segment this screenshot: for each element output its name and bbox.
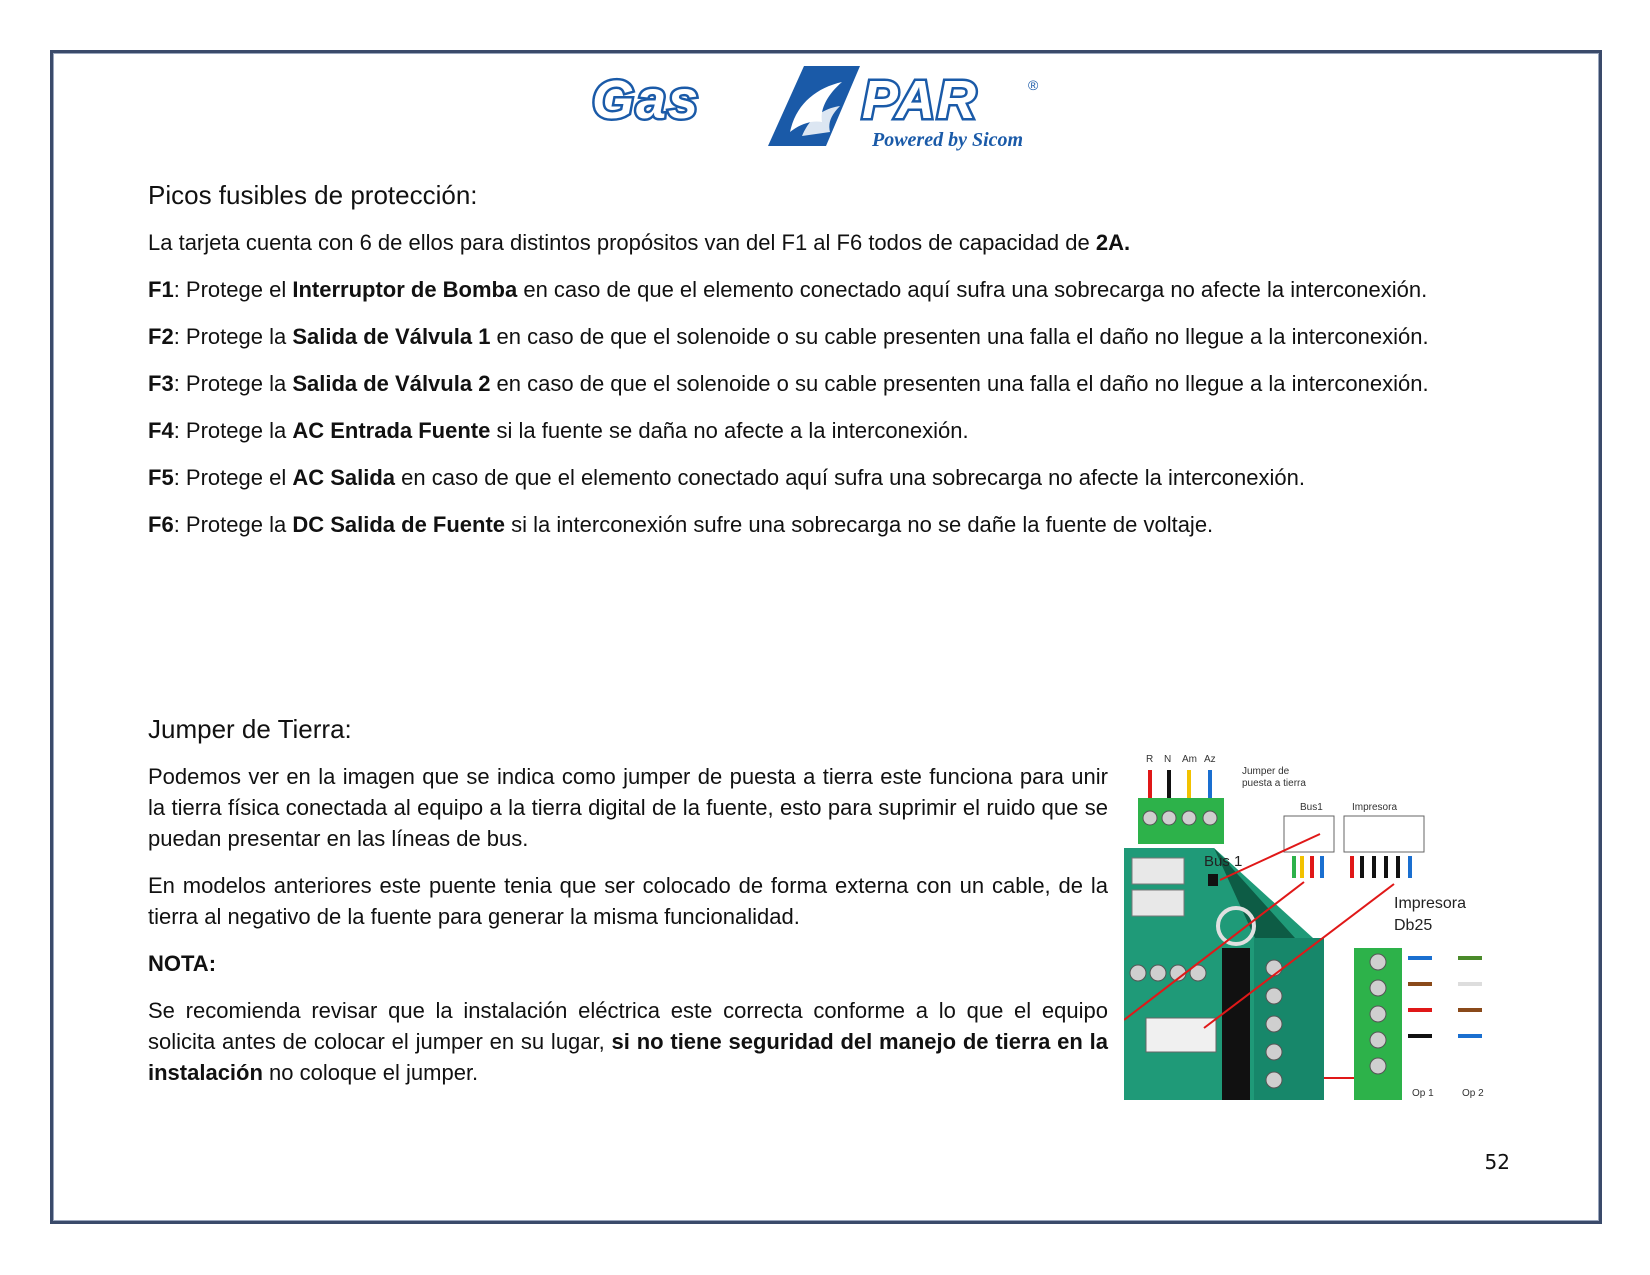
fuse-post: en caso de que el solenoide o su cable presenten una falla el daño no llegue a la interconexión. (490, 324, 1429, 349)
board-diagram (1124, 748, 1494, 1100)
op2-label: Op 2 (1462, 1088, 1484, 1099)
note-text-pre: Se recomienda revisar que la instalación eléctrica este correcta conforme a lo que el equipo solicita antes de colocar el jumper en su lugar, (148, 998, 1108, 1054)
fuse-target: Salida de Válvula 2 (292, 371, 491, 396)
fuse-id: F3 (148, 371, 174, 396)
fuse-post: si la interconexión sufre una sobrecarga no se dañe la fuente de voltaje. (505, 512, 1214, 537)
board-diagram-graphic (1124, 748, 1494, 1100)
fuse-target: AC Salida (292, 465, 396, 490)
fuse-post: en caso de que el elemento conectado aquí sufra una sobrecarga no afecte la interconexión. (517, 277, 1428, 302)
wire-blue (1208, 770, 1212, 800)
fuse-target: AC Entrada Fuente (292, 418, 491, 443)
fuse-id: F5 (148, 465, 174, 490)
jumper-paragraph-2: En modelos anteriores este puente tenia que ser colocado de forma externa con un cable, de la tierra al negativo de la fuente para generar la misma funcionalidad. (148, 873, 1108, 929)
fuse-id: F2 (148, 324, 174, 349)
fuses-intro-capacity: 2A. (1095, 230, 1131, 255)
fuse-pre: : Protege la (173, 371, 293, 396)
fuses-intro (148, 227, 1504, 258)
db25-terminal-block (1354, 948, 1402, 1100)
jumper-paragraph-1: Podemos ver en la imagen que se indica como jumper de puesta a tierra este funciona para unir la tierra física conectada al equipo a la tierra digital de la fuente, esto para suprimir el ruido que se puedan presentar en las líneas de bus. (148, 764, 1108, 851)
jumper-heading: Jumper de Tierra: (148, 714, 352, 744)
impresora-small-label: Impresora (1352, 802, 1398, 813)
logo-tagline: Powered by Sicom (872, 129, 1024, 151)
bus1-big-label: Bus 1 (1204, 853, 1243, 870)
fuse-post: en caso de que el solenoide o su cable presenten una falla el daño no llegue a la interconexión. (490, 371, 1429, 396)
note-text-warning: si no tiene seguridad del manejo de tierra en la instalación (148, 1029, 1108, 1085)
fuse-post: en caso de que el elemento conectado aquí sufra una sobrecarga no afecte la interconexión. (395, 465, 1305, 490)
jumper-component (1208, 874, 1218, 886)
fuse-item-f3 (148, 368, 1504, 399)
fuse-post: si la fuente se daña no afecte a la interconexión. (490, 418, 969, 443)
jumper-paragraph-3 (148, 995, 1108, 1088)
fuse-target: Salida de Válvula 1 (292, 324, 491, 349)
page-number: 52 (1484, 1150, 1510, 1174)
wire-label-am: Am (1182, 754, 1197, 765)
fuse-id: F4 (148, 418, 174, 443)
bus1-small-label: Bus1 (1300, 802, 1323, 813)
wire-red (1148, 770, 1152, 800)
jumper-section (148, 714, 1108, 1104)
fuse-pre: : Protege la (173, 512, 293, 537)
wire-label-az: Az (1204, 754, 1216, 765)
fuse-item-f2 (148, 321, 1504, 352)
fuse-item-f6 (148, 509, 1504, 540)
wire-label-n: N (1164, 754, 1172, 765)
gaspar-logo (590, 58, 1070, 154)
fuses-intro-text: La tarjeta cuenta con 6 de ellos para distintos propósitos van del F1 al F6 todos de capacidad de (148, 230, 1096, 255)
fuse-id: F1 (148, 277, 174, 302)
wire-label-r: R (1146, 754, 1154, 765)
fuse-target: Interruptor de Bomba (292, 277, 518, 302)
logo-text-right: PAR (862, 70, 979, 130)
wire-black (1167, 770, 1171, 800)
fuse-pre: : Protege la (173, 418, 293, 443)
fuse-item-f4 (148, 415, 1504, 446)
db25-label: Db25 (1394, 917, 1433, 934)
registered-mark: ® (1028, 77, 1039, 93)
fuse-pre: : Protege la (173, 324, 293, 349)
fuses-heading: Picos fusibles de protección: (148, 180, 478, 210)
wire-yellow (1187, 770, 1191, 800)
impresora-big-label: Impresora (1394, 895, 1467, 912)
fuse-item-f5 (148, 462, 1504, 493)
fuses-section (148, 180, 1504, 556)
impresora-connector (1344, 816, 1424, 852)
gaspar-logo-graphic (590, 58, 1070, 154)
fuse-target: DC Salida de Fuente (292, 512, 506, 537)
note-label (148, 948, 1108, 979)
jumper-label-line2: puesta a tierra (1242, 778, 1306, 789)
jumper-label-line1: Jumper de (1242, 766, 1290, 777)
fuse-pre: : Protege el (173, 277, 293, 302)
fuse-item-f1 (148, 274, 1504, 305)
fuse-pre: : Protege el (173, 465, 293, 490)
op1-label: Op 1 (1412, 1088, 1434, 1099)
logo-text-left: Gas (592, 70, 701, 130)
fuse-id: F6 (148, 512, 174, 537)
note-text-post: no coloque el jumper. (262, 1060, 479, 1085)
note-label-text: NOTA: (148, 951, 217, 976)
